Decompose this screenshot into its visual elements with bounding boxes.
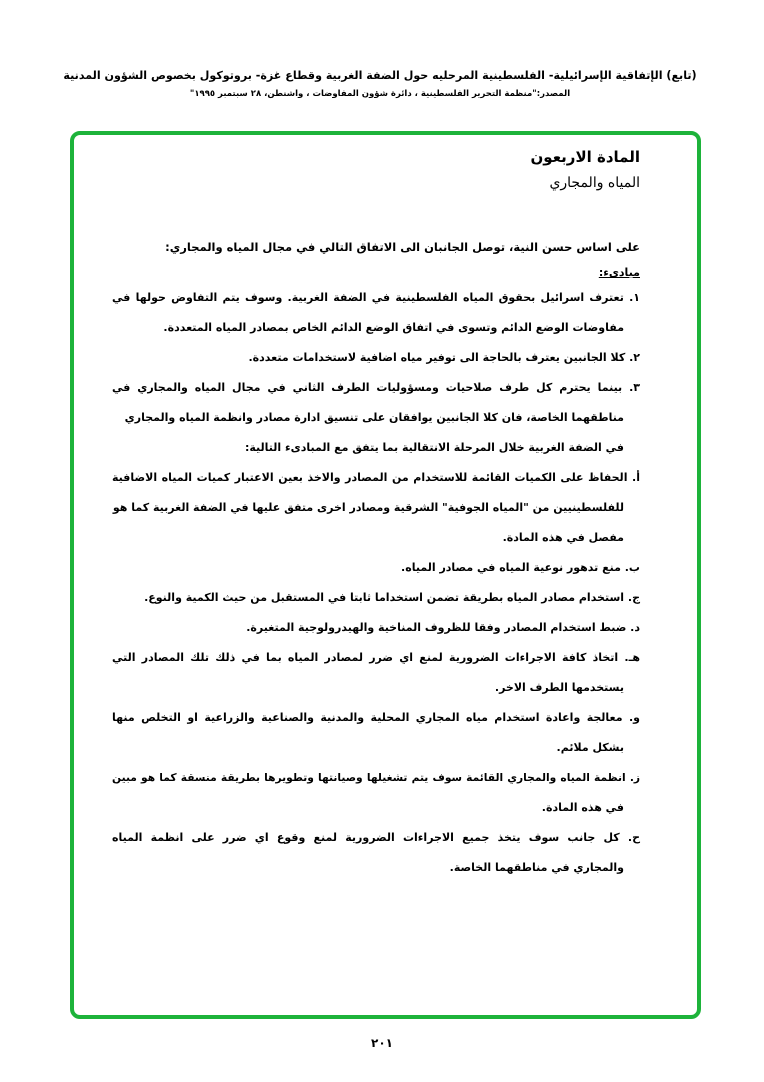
clause-line: ب. منع تدهور نوعية المياه في مصادر المياه. (401, 561, 640, 574)
clause-line: هـ. اتخاذ كافة الاجراءات الضرورية لمنع اي ضرر لمصادر المياه بما في ذلك تلك المصادر التي (112, 651, 640, 664)
page-number: ٢٠١ (371, 1036, 393, 1050)
clause-line: ١. تعترف اسرائيل بحقوق المياه الفلسطينية في الضفة الغربية. وسوف يتم التفاوض حولها في (112, 291, 640, 304)
article-title: المادة الاربعون (530, 148, 640, 166)
clause-line: و. معالجة واعادة استخدام مياه المجاري المحلية والمدنية والصناعية والزراعية او التخلص منها (112, 711, 640, 724)
clause-line: للفلسطينيين من "المياه الجوفية" الشرقية ومصادر اخرى متفق عليها في الضفة الغربية كما هو (112, 501, 624, 514)
article-subtitle: المياه والمجاري (549, 175, 640, 191)
clause-1 (112, 283, 640, 343)
clause-3 (112, 373, 640, 463)
article-intro: على اساس حسن النية، توصل الجانبان الى الاتفاق التالي في مجال المياه والمجاري: (165, 240, 640, 254)
clause-line: أ. الحفاظ على الكميات القائمة للاستخدام من المصادر والاخذ بعين الاعتبار كميات المياه الاضافية (112, 471, 640, 484)
clause-2 (112, 343, 640, 373)
clause-line: في الضفة الغربية خلال المرحلة الانتقالية بما يتفق مع المبادىء التالية: (244, 441, 624, 454)
clause-b (112, 553, 640, 583)
clause-line: يستخدمها الطرف الاخر. (494, 681, 624, 694)
clause-e (112, 643, 640, 703)
source-citation: المصدر:"منظمة التحرير الفلسطينية ، دائرة شؤون المفاوضات ، واشنطن، ٢٨ سبتمبر ١٩٩٥" (189, 89, 571, 99)
principles-heading: مبادىء: (598, 266, 640, 279)
clause-line: ٢. كلا الجانبين يعترف بالحاجة الى توفير مياه اضافية لاستخدامات متعددة. (248, 351, 640, 364)
clause-line: ٣. بينما يحترم كل طرف صلاحيات ومسؤوليات الطرف الثاني في مجال المياه والمجاري في (112, 381, 640, 394)
page-header (60, 66, 700, 101)
clause-c (112, 583, 640, 613)
clause-d (112, 613, 640, 643)
clause-f (112, 703, 640, 763)
clause-line: مفاوضات الوضع الدائم وتسوى في اتفاق الوضع الدائم الخاص بمصادر المياه المتعددة. (163, 321, 624, 334)
clause-line: د. ضبط استخدام المصادر وفقا للظروف المناخية والهيدرولوجية المتغيرة. (246, 621, 640, 634)
clause-line: ج. استخدام مصادر المياه بطريقة تضمن استخداما ثابتا في المستقبل من حيث الكمية والنوع. (144, 591, 640, 604)
clause-line: ح. كل جانب سوف يتخذ جميع الاجراءات الضرورية لمنع وقوع اي ضرر على انظمة المياه (112, 831, 640, 844)
clause-g (112, 763, 640, 823)
clause-line: مفصل في هذه المادة. (502, 531, 624, 544)
clause-line: مناطقهما الخاصة، فان كلا الجانبين يوافقان على تنسيق ادارة مصادر وانظمة المياه والمجاري (124, 411, 624, 424)
clause-line: والمجاري في مناطقهما الخاصة. (449, 861, 624, 874)
clause-a (112, 463, 640, 553)
clause-line: في هذه المادة. (541, 801, 624, 814)
clause-h (112, 823, 640, 883)
document-title: (تابع) الإتفاقية الإسرائيلية- الفلسطينية المرحليه حول الضفة الغربية وقطاع غزة- بروتوكول بخصوص الشؤون المدنية (63, 69, 697, 82)
article-content (112, 140, 640, 883)
clause-line: ز. انظمة المياه والمجاري القائمة سوف يتم تشغيلها وصيانتها وتطويرها بطريقة منسقة كما هو مبين (112, 771, 640, 784)
clause-line: بشكل ملائم. (556, 741, 624, 754)
